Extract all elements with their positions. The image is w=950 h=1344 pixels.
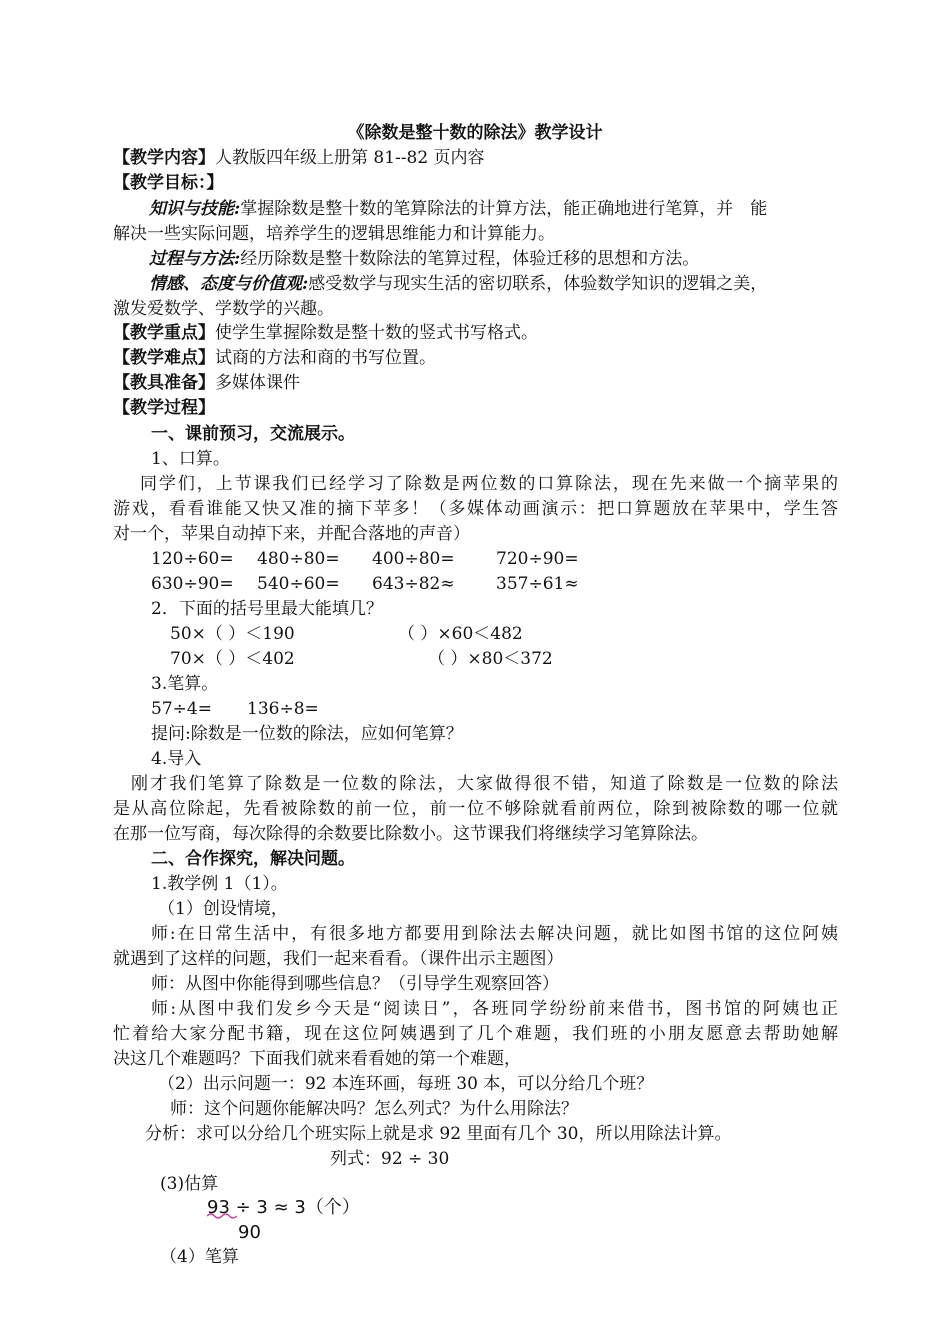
emotion-text: 感受数学与现实生活的密切联系，体验数学知识的逻辑之美， (308, 274, 768, 294)
lead-line-1: 刚才我们笔算了除数是一位数的除法，大家做得很不错，知道了除数是一位数的除法 (131, 774, 838, 794)
knowledge-line-2: 解决一些实际问题，培养学生的逻辑思维能力和计算能力。 (113, 224, 555, 244)
teacher1-line-2: 就遇到了这样的问题，我们一起来看看。（课件出示主题图） (113, 949, 564, 969)
lead-line-2: 是从高位除起，先看被除数的前一位，前一位不够除就看前两位，除到被除数的哪一位就 (113, 799, 838, 819)
part2-heading: 二、合作探究，解决问题。 (151, 849, 355, 869)
estimate-expression: 93 ÷ 3 ≈ 3（个） (207, 1197, 360, 1218)
problem1-line: （2）出示问题一：92 本连环画，每班 30 本，可以分给几个班？ (158, 1074, 654, 1094)
process-label: 过程与方法: (149, 249, 241, 269)
process-line (149, 247, 838, 272)
estimate-sub: 90 (238, 1222, 261, 1243)
oral-problem: 357÷61≈ (496, 574, 579, 594)
focus-text: 使学生掌握除数是整十数的竖式书写格式。 (215, 323, 538, 343)
difficulty-line (113, 346, 838, 371)
knowledge-label: 知识与技能: (149, 199, 241, 219)
estimate-heading: (3)估算 (160, 1174, 219, 1194)
written-calc-heading: （4）笔算 (160, 1247, 239, 1267)
written-heading: 3.笔算。 (151, 674, 219, 694)
difficulty-text: 试商的方法和商的书写位置。 (215, 348, 436, 368)
process-text: 经历除数是整十数除法的笔算过程，体验迁移的思想和方法。 (240, 249, 700, 269)
written-problem: 57÷4= (151, 699, 212, 719)
fill-problem: 70×（ ）＜402 (170, 649, 295, 669)
fill-problem: （ ）×80＜372 (428, 649, 553, 669)
knowledge-text: 掌握除数是整十数的笔算除法的计算方法，能正确地进行笔算，并 能 (240, 199, 768, 219)
oral-problem: 643÷82≈ (372, 574, 455, 594)
teacher3-line-2: 忙着给大家分配书籍，现在这位阿姨遇到了几个难题，我们班的小朋友愿意去帮助她解 (113, 1024, 838, 1044)
lead-line-3: 在那一位写商，每次除得的余数要比除数小。这节课我们将继续学习笔算除法。 (113, 824, 708, 844)
fill-problem: （ ）×60＜482 (398, 624, 523, 644)
intro-line-3: 对一个，苹果自动掉下来，并配合落地的声音） (113, 524, 470, 544)
teacher3-line-1: 师:从图中我们发乡今天是“阅读日”，各班同学纷纷前来借书，图书馆的阿姨也正 (151, 999, 838, 1019)
oral-problem: 480÷80= (257, 549, 340, 569)
scenario-heading: （1）创设情境， (158, 899, 288, 919)
oral-problem: 400÷80= (372, 549, 455, 569)
written-problem: 136÷8= (247, 699, 319, 719)
part1-heading: 一、课前预习，交流展示。 (151, 424, 355, 444)
oral-problem: 630÷90= (151, 574, 234, 594)
fill-problem: 50×（ ）＜190 (170, 624, 295, 644)
oral-problem: 720÷90= (496, 549, 579, 569)
content-label: 【教学内容】 (113, 148, 215, 168)
focus-line (113, 321, 838, 346)
fill-heading: 2．下面的括号里最大能填几？ (151, 599, 383, 619)
analysis-line: 分析：求可以分给几个班实际上就是求 92 里面有几个 30，所以用除法计算。 (145, 1124, 732, 1144)
difficulty-label: 【教学难点】 (113, 348, 215, 368)
lead-heading: 4.导入 (151, 749, 202, 769)
tools-line (113, 371, 838, 396)
intro-line-1: 同学们，上节课我们已经学习了除数是两位数的口算除法，现在先来做一个摘苹果的 (140, 474, 838, 494)
process-section-label: 【教学过程】 (113, 398, 215, 418)
spellcheck-underline (207, 1212, 237, 1220)
emotion-line (149, 272, 838, 297)
knowledge-line (149, 197, 838, 222)
focus-label: 【教学重点】 (113, 323, 215, 343)
teacher3-line-3: 决这几个难题吗？下面我们就来看看她的第一个难题， (113, 1049, 521, 1069)
emotion-label: 情感、态度与价值观: (149, 274, 309, 294)
teacher2-line: 师：从图中你能得到哪些信息？（引导学生观察回答） (151, 974, 559, 994)
formula-line: 列式：92 ÷ 30 (330, 1149, 450, 1169)
content-line (113, 146, 838, 171)
content-text: 人教版四年级上册第 81--82 页内容 (215, 148, 485, 168)
question-line: 提问:除数是一位数的除法，应如何笔算？ (151, 724, 463, 744)
teacher4-line: 师：这个问题你能解决吗？怎么列式？为什么用除法？ (170, 1099, 578, 1119)
emotion-line-2: 激发爱数学、学数学的兴趣。 (113, 299, 334, 319)
tools-label: 【教具准备】 (113, 373, 215, 393)
intro-line-2: 游戏，看看谁能又快又准的摘下苹多！（多媒体动画演示：把口算题放在苹果中，学生答 (113, 499, 838, 519)
oral-problem: 120÷60= (151, 549, 234, 569)
oral-heading: 1、口算。 (151, 449, 230, 469)
teacher1-line-1: 师:在日常生活中，有很多地方都要用到除法去解决问题，就比如图书馆的这位阿姨 (151, 924, 838, 944)
oral-problem: 540÷60= (257, 574, 340, 594)
goals-label: 【教学目标：】 (113, 173, 224, 193)
document-title: 《除数是整十数的除法》教学设计 (347, 123, 603, 143)
tools-text: 多媒体课件 (215, 373, 300, 393)
example-heading: 1.教学例 1（1）。 (151, 874, 288, 894)
